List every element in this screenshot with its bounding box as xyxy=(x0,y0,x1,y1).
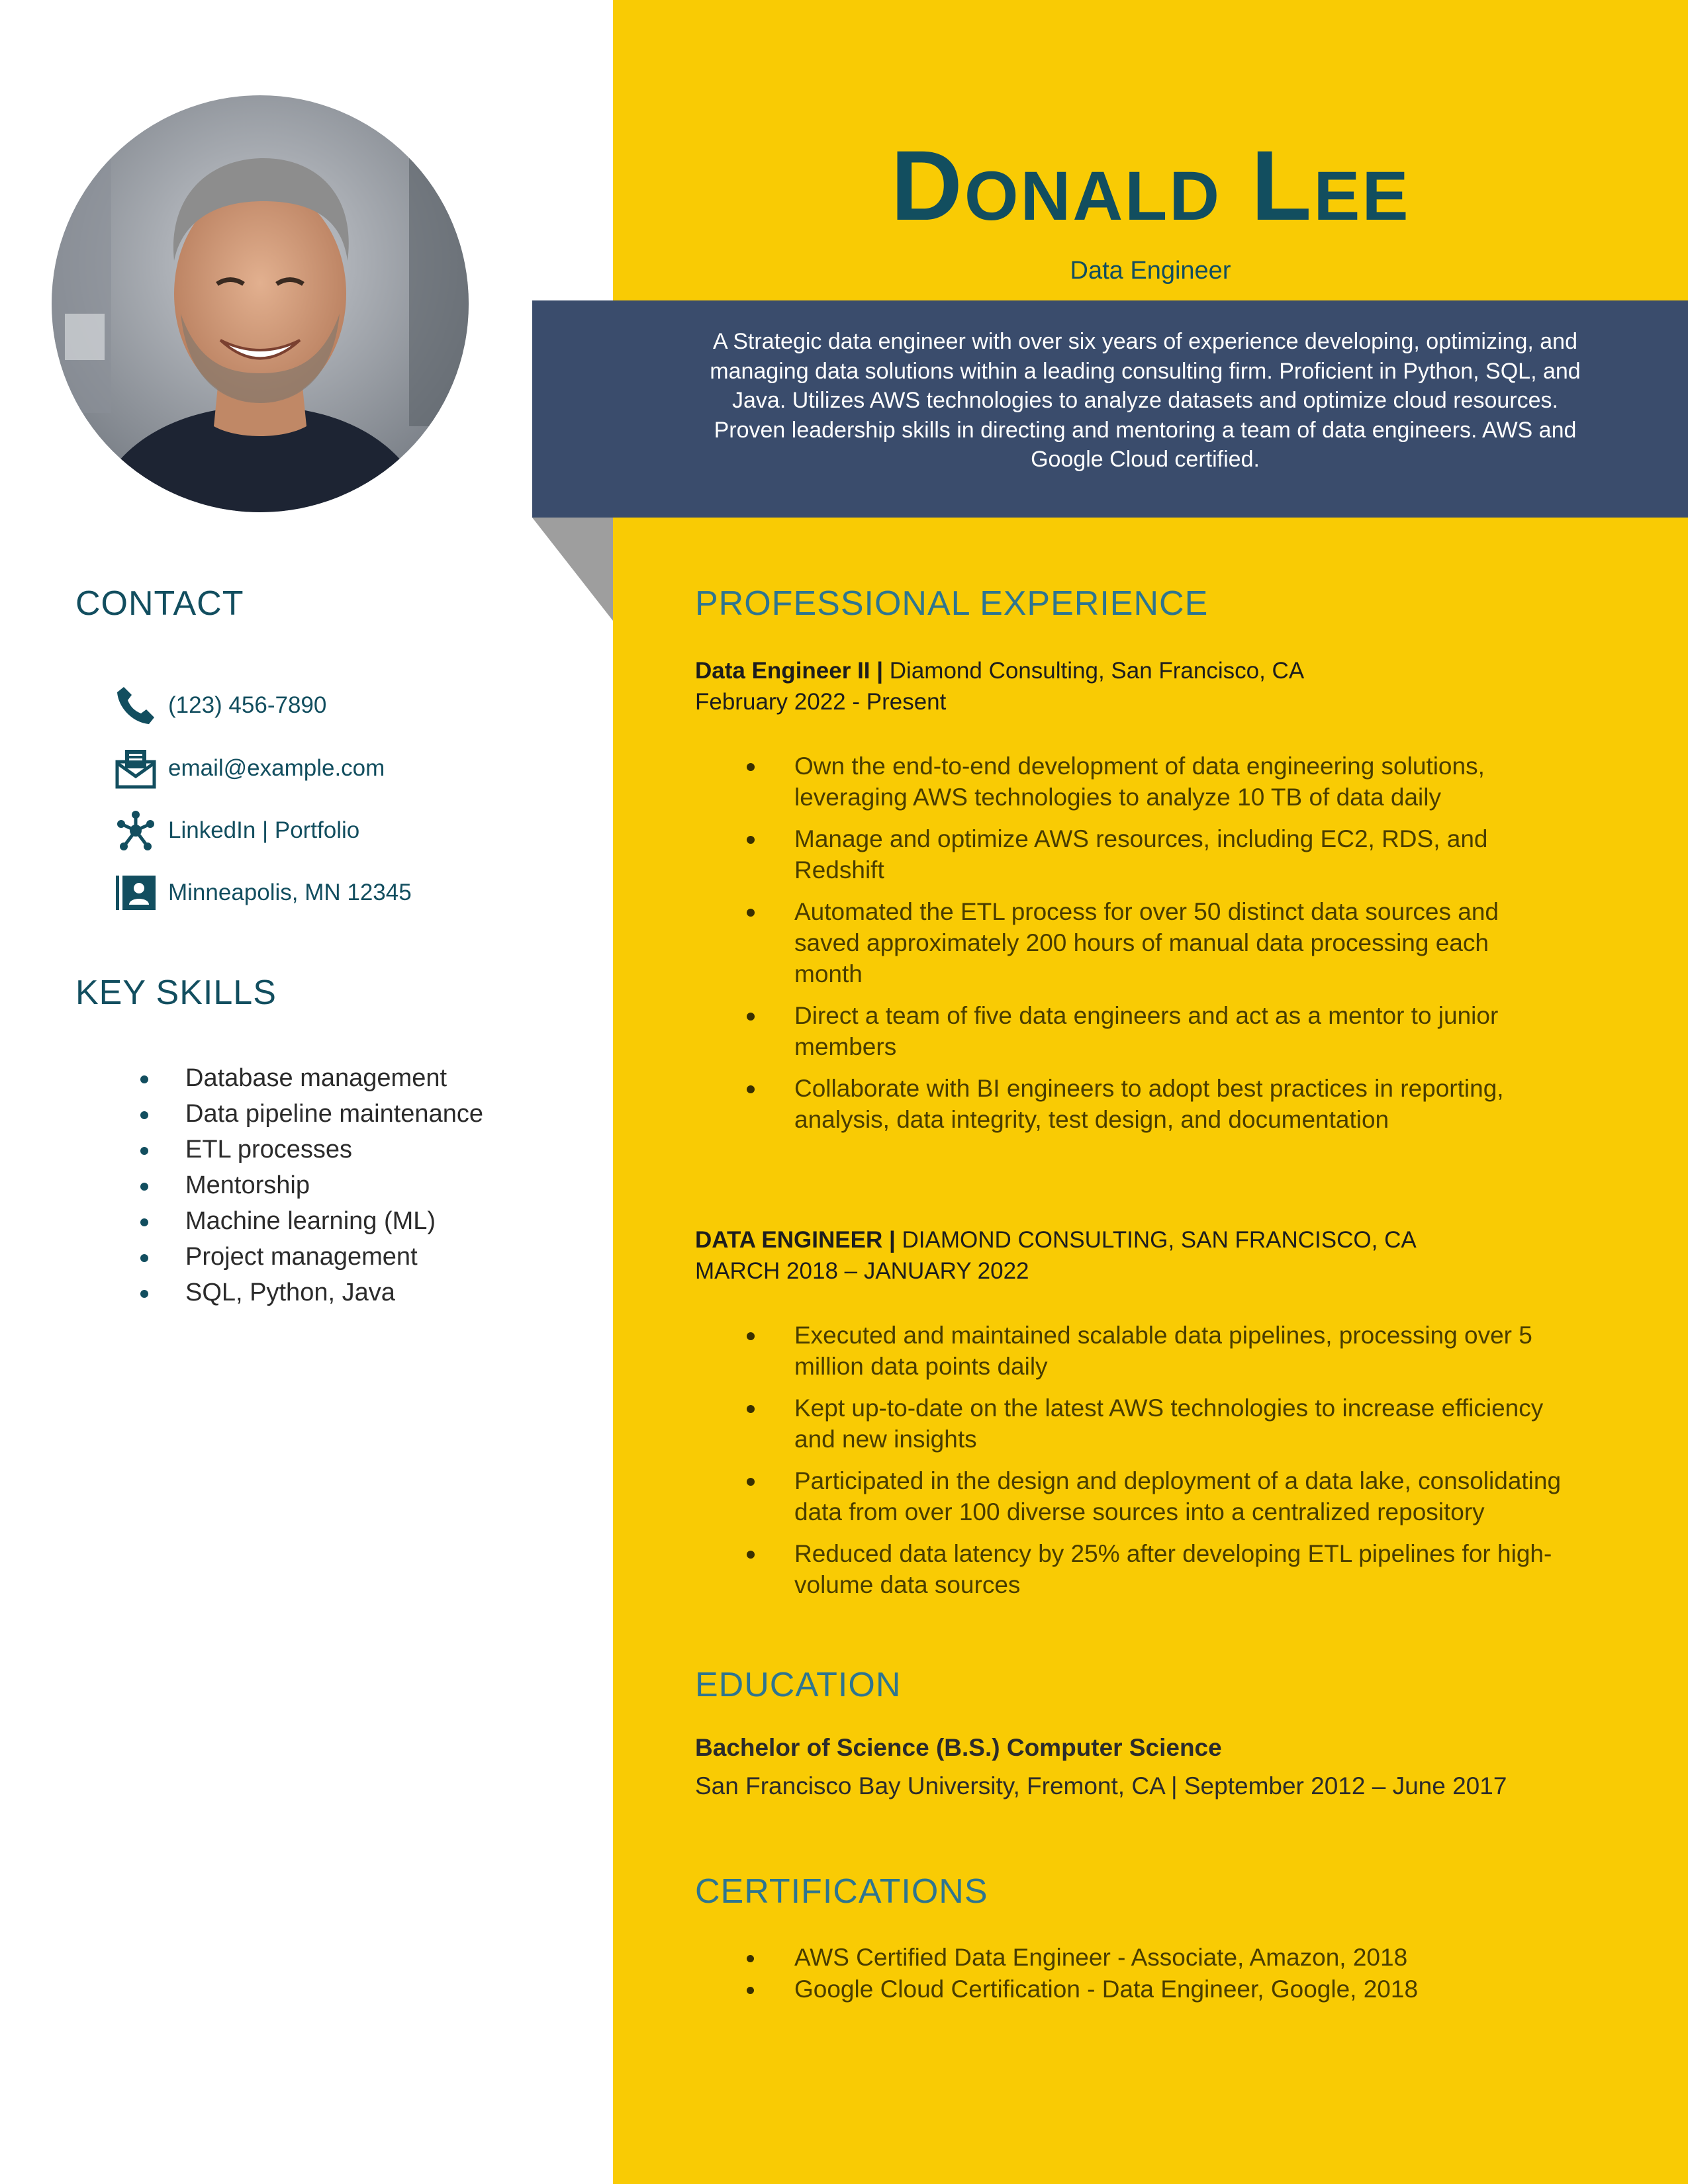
certifications-heading: CERTIFICATIONS xyxy=(695,1872,988,1911)
bullet-dot xyxy=(747,1955,754,1962)
bullet-dot xyxy=(747,1478,755,1486)
list-item: Machine learning (ML) xyxy=(132,1203,483,1239)
bullet-dot xyxy=(747,1987,754,1994)
bullet-dot xyxy=(140,1183,148,1191)
skills-list xyxy=(132,1060,483,1310)
list-item: Google Cloud Certification - Data Engineer, Google, 2018 xyxy=(728,1974,1562,2005)
bullet-dot xyxy=(140,1218,148,1226)
list-item: Executed and maintained scalable data pipelines, processing over 5 million data points daily xyxy=(728,1320,1562,1382)
list-item: Project management xyxy=(132,1239,483,1275)
education-heading: EDUCATION xyxy=(695,1666,902,1704)
bullet-dot xyxy=(747,836,755,844)
bullet-dot xyxy=(140,1111,148,1119)
bullet-dot xyxy=(747,909,755,917)
location-text: Minneapolis, MN 12345 xyxy=(168,880,412,905)
list-item: Own the end-to-end development of data engineering solutions, leveraging AWS technologies to analyze 10 TB of data daily xyxy=(728,751,1562,813)
list-item: Automated the ETL process for over 50 distinct data sources and saved approximately 200 hours of manual data processing each month xyxy=(728,896,1562,989)
list-item: ETL processes xyxy=(132,1132,483,1167)
candidate-name: Donald Lee xyxy=(890,130,1411,241)
bullet-dot xyxy=(140,1075,148,1083)
list-item: Reduced data latency by 25% after developing ETL pipelines for high-volume data sources xyxy=(728,1538,1562,1600)
list-item: Data pipeline maintenance xyxy=(132,1096,483,1132)
bullet-dot xyxy=(747,1551,755,1559)
job-dates: MARCH 2018 – JANUARY 2022 xyxy=(695,1258,1029,1284)
list-item: Database management xyxy=(132,1060,483,1096)
network-icon xyxy=(113,807,159,854)
job-header-1 xyxy=(695,655,1304,717)
bullet-dot xyxy=(140,1254,148,1262)
list-item: Participated in the design and deployment of a data lake, consolidating data from over 100 diverse sources into a centralized repository xyxy=(728,1465,1562,1527)
job-role: DATA ENGINEER | xyxy=(695,1227,896,1253)
list-item: Collaborate with BI engineers to adopt best practices in reporting, analysis, data integrity, test design, and documentation xyxy=(728,1073,1562,1135)
mail-icon xyxy=(113,745,159,792)
phone-text: (123) 456-7890 xyxy=(168,692,327,718)
job-header-2 xyxy=(695,1224,1417,1287)
links-text: LinkedIn | Portfolio xyxy=(168,817,360,843)
list-item: SQL, Python, Java xyxy=(132,1275,483,1310)
bullet-dot xyxy=(747,1332,755,1340)
list-item: AWS Certified Data Engineer - Associate, Amazon, 2018 xyxy=(728,1942,1562,1974)
bullet-dot xyxy=(747,763,755,771)
contact-location xyxy=(113,870,412,916)
profile-photo xyxy=(52,95,469,512)
education-degree: Bachelor of Science (B.S.) Computer Science xyxy=(695,1734,1222,1761)
education-details: San Francisco Bay University, Fremont, CA | September 2012 – June 2017 xyxy=(695,1772,1507,1799)
job-dates: February 2022 - Present xyxy=(695,689,947,715)
contact-heading: CONTACT xyxy=(75,584,244,623)
list-item: Kept up-to-date on the latest AWS technologies to increase efficiency and new insights xyxy=(728,1392,1562,1455)
skills-heading: KEY SKILLS xyxy=(75,974,277,1012)
list-item: Mentorship xyxy=(132,1167,483,1203)
bullet-dot xyxy=(747,1013,755,1021)
job-bullets-1 xyxy=(728,751,1562,1146)
bullet-dot xyxy=(747,1085,755,1093)
bullet-dot xyxy=(747,1405,755,1413)
contact-email[interactable] xyxy=(113,745,385,792)
id-card-icon xyxy=(113,870,159,916)
job-bullets-2 xyxy=(728,1320,1562,1611)
phone-icon xyxy=(113,682,159,729)
list-item: Manage and optimize AWS resources, including EC2, RDS, and Redshift xyxy=(728,823,1562,886)
contact-links[interactable] xyxy=(113,807,359,854)
job-company: Diamond Consulting, San Francisco, CA xyxy=(883,658,1305,684)
summary-text: A Strategic data engineer with over six years of experience developing, optimizing, and managing data solutions within a leading consulting firm. Proficient in Python, SQL, and Java. Utilizes AWS technologies to analyze datasets and optimize cloud resources. Proven leadership skills in directing and mentoring a team of data engineers. AWS and Google Cloud certified. xyxy=(710,329,1581,472)
job-role: Data Engineer II | xyxy=(695,658,884,684)
experience-heading: PROFESSIONAL EXPERIENCE xyxy=(695,584,1209,623)
bullet-dot xyxy=(140,1290,148,1298)
ribbon-fold xyxy=(532,518,613,621)
bullet-dot xyxy=(140,1147,148,1155)
job-company: DIAMOND CONSULTING, SAN FRANCISCO, CA xyxy=(895,1227,1417,1253)
list-item: Direct a team of five data engineers and act as a mentor to junior members xyxy=(728,1000,1562,1062)
job-title: Data Engineer xyxy=(1070,257,1231,285)
email-text: email@example.com xyxy=(168,755,385,781)
certifications-list xyxy=(728,1942,1562,2005)
contact-phone[interactable] xyxy=(113,682,326,729)
